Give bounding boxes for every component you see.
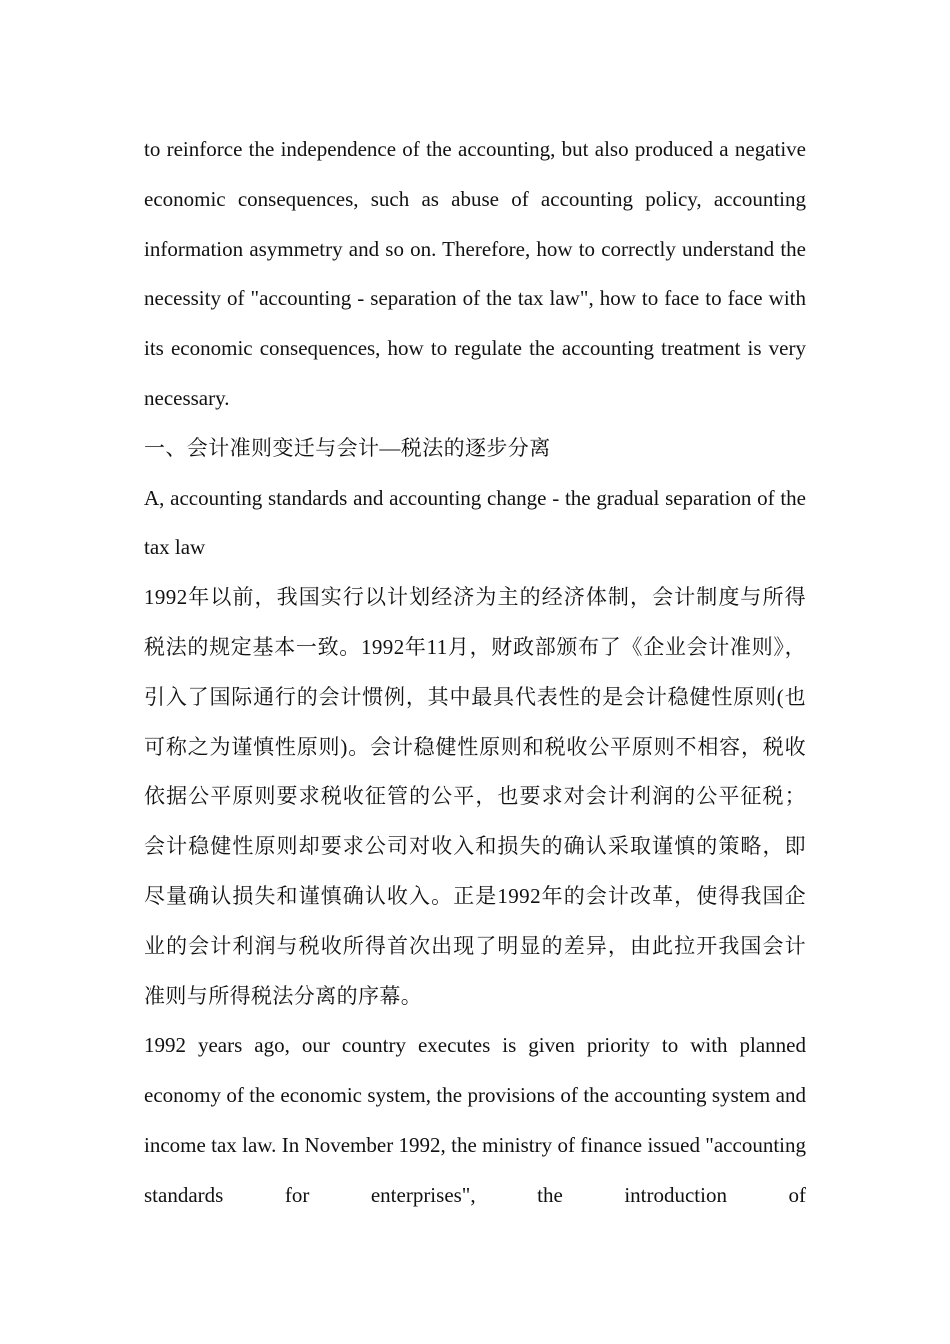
chinese-paragraph-1: 1992年以前，我国实行以计划经济为主的经济体制，会计制度与所得税法的规定基本一致。1992年11月，财政部颁布了《企业会计准则》，引入了国际通行的会计惯例，其中最具代表性的是会计稳健性原则(也可称之为谨慎性原则)。会计稳健性原则和税收公平原则不相容，税收依据公平原则要求税收征管的公平，也要求对会计利润的公平征税；会计稳健性原则却要求公司对收入和损失的确认采取谨慎的策略，即尽量确认损失和谨慎确认收入。正是1992年的会计改革，使得我国企业的会计利润与税收所得首次出现了明显的差异，由此拉开我国会计准则与所得税法分离的序幕。 <box>144 585 806 1008</box>
document-page <box>144 125 806 1221</box>
section-heading-english: A, accounting standards and accounting change - the gradual separation of the tax law <box>144 485 806 560</box>
english-paragraph-1: to reinforce the independence of the accounting, but also produced a negative economic consequences, such as abuse of accounting policy, accounting information asymmetry and so on. Therefore, how to correctly understand the necessity of "accounting - separation of the tax law", how to face to face with its economic consequences, how to regulate the accounting treatment is very necessary. <box>144 137 806 410</box>
english-paragraph-2: 1992 years ago, our country executes is given priority to with planned economy of the economic system, the provisions of the accounting system and income tax law. In November 1992, the ministry of finance issued "accounting standards for enterprises", the introduction of <box>144 1033 806 1207</box>
section-heading-chinese: 一、会计准则变迁与会计—税法的逐步分离 <box>144 435 551 460</box>
